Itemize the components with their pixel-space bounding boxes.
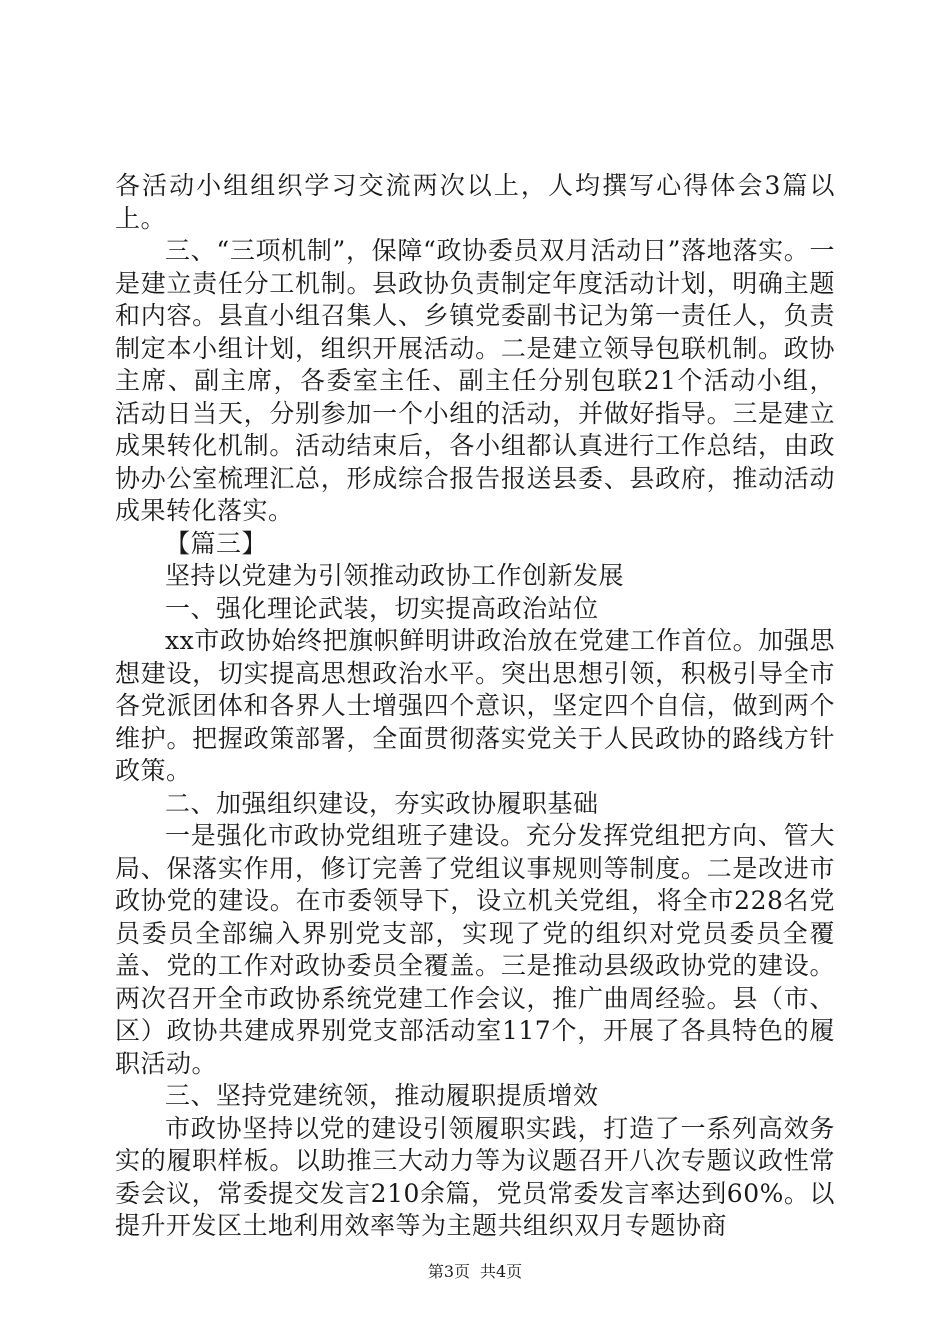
section-marker: 【篇三】 — [165, 528, 268, 558]
heading-3: 三、坚持党建统领，推动履职提质增效 — [165, 1081, 599, 1110]
page-footer — [0, 1262, 950, 1282]
paragraph-4: 一是强化市政协党组班子建设。充分发挥党组把方向、管大局、保落实作用，修订完善了党组议事规则等制度。二是改进市政协党的建设。在市委领导下，设立机关党组，将全市228名党员委员全部编入界别党支部，实现了党的组织对党员委员全覆盖、党的工作对政协委员全覆盖。三是推动县级政协党的建设。两次召开全市政协系统党建工作会议，推广曲周经验。县（市、区）政协共建成界别党支部活动室117个，开展了各具特色的履职活动。 — [115, 821, 835, 1078]
paragraph-5: 市政协坚持以党的建设引领履职实践，打造了一系列高效务实的履职样板。以助推三大动力等为议题召开八次专题议政性常委会议，常委提交发言210余篇，党员常委发言率达到60%。以提升开发区土地利用效率等为主题共组织双月专题协商 — [115, 1113, 835, 1240]
heading-1: 一、强化理论武装，切实提高政治站位 — [165, 593, 599, 623]
page-total: 共4页 — [480, 1262, 523, 1281]
article-title: 坚持以党建为引领推动政协工作创新发展 — [165, 561, 625, 590]
paragraph-3: xx市政协始终把旗帜鲜明讲政治放在党建工作首位。加强思想建设，切实提高思想政治水平。突出思想引领，积极引导全市各党派团体和各界人士增强四个意识，坚定四个自信，做到两个维护。把握政策部署，全面贯彻落实党关于人民政协的路线方针政策。 — [115, 626, 835, 785]
paragraph-2: 三、“三项机制”，保障“政协委员双月活动日”落地落实。一是建立责任分工机制。县政协负责制定年度活动计划，明确主题和内容。县直小组召集人、乡镇党委副书记为第一责任人，负责制定本小组计划，组织开展活动。二是建立领导包联机制。政协主席、副主席，各委室主任、副主任分别包联21个活动小组，活动日当天，分别参加一个小组的活动，并做好指导。三是建立成果转化机制。活动结束后，各小组都认真进行工作总结，由政协办公室梳理汇总，形成综合报告报送县委、县政府，推动活动成果转化落实。 — [115, 236, 835, 525]
heading-2: 二、加强组织建设，夯实政协履职基础 — [165, 788, 599, 818]
page-number: 第3页 — [427, 1262, 470, 1281]
paragraph-1: 各活动小组组织学习交流两次以上，人均撰写心得体会3篇以上。 — [115, 171, 835, 233]
document-body — [115, 170, 835, 1243]
